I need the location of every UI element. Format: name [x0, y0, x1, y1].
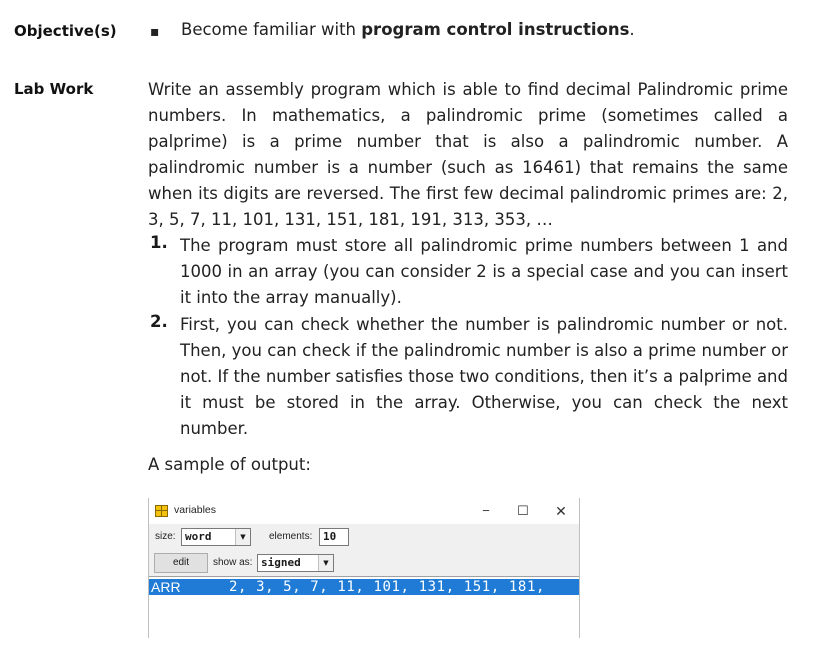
list-item[interactable]: [149, 579, 579, 595]
close-button[interactable]: ✕: [555, 503, 567, 519]
list-item-2-text: First, you can check whether the number is palindromic number or not. Then, you can check if the palindromic number is also a prime number or not. If the number satisfies those two conditions, then it’s a palprime and it must be stored in the array. Otherwise, you can check the next number.: [180, 315, 788, 438]
list-item-1-text: The program must store all palindromic prime numbers between 1 and 1000 in an array (you can consider 2 is a special case and you can insert it into the array manually).: [180, 236, 788, 307]
show-as-label: show as:: [213, 557, 253, 568]
elements-input[interactable]: 10: [319, 528, 349, 546]
window-title: variables: [174, 504, 217, 516]
objective-label: Objective(s): [14, 22, 117, 40]
variables-list[interactable]: [149, 577, 579, 638]
elements-label: elements:: [269, 531, 313, 542]
sample-label: A sample of output:: [148, 455, 311, 474]
objective-text-suffix: .: [629, 20, 635, 39]
maximize-button[interactable]: ☐: [517, 503, 529, 518]
size-label: size:: [155, 531, 176, 542]
chevron-down-icon[interactable]: ▼: [318, 555, 333, 571]
lab-work-label: Lab Work: [14, 80, 94, 98]
edit-button[interactable]: edit: [154, 553, 208, 573]
table-grid-icon: [155, 505, 168, 517]
lab-work-paragraph: Write an assembly program which is able to find decimal Palindromic prime numbers. In mathematics, a palindromic prime (sometimes called a palprime) is a prime number that is also a palindromic number. A palindromic number is a number (such as 16461) that remains the same when its digits are reversed. The first few decimal palindromic primes are: 2, 3, 5, 7, 11, 101, 131, 151, 181, 191, 313, 353, …: [148, 80, 788, 229]
objective-text-bold: program control instructions: [361, 20, 630, 39]
chevron-down-icon[interactable]: ▼: [235, 529, 250, 545]
variables-window: [148, 498, 580, 638]
bullet-icon: ▪: [150, 24, 160, 40]
window-titlebar[interactable]: [149, 498, 579, 524]
objective-text-prefix: Become familiar with: [181, 20, 362, 39]
variable-name: ARR: [151, 579, 181, 595]
show-as-select-value: signed: [261, 556, 301, 569]
objective-text: [181, 20, 635, 39]
show-as-select[interactable]: [257, 554, 334, 572]
window-toolbar: [149, 524, 579, 577]
size-select-value: word: [185, 530, 212, 543]
variable-values: 2, 3, 5, 7, 11, 101, 131, 151, 181,: [229, 579, 546, 595]
size-select[interactable]: [181, 528, 251, 546]
list-item-2-number: 2.: [150, 312, 168, 331]
list-item-1-number: 1.: [150, 233, 168, 252]
minimize-button[interactable]: −: [482, 503, 490, 518]
